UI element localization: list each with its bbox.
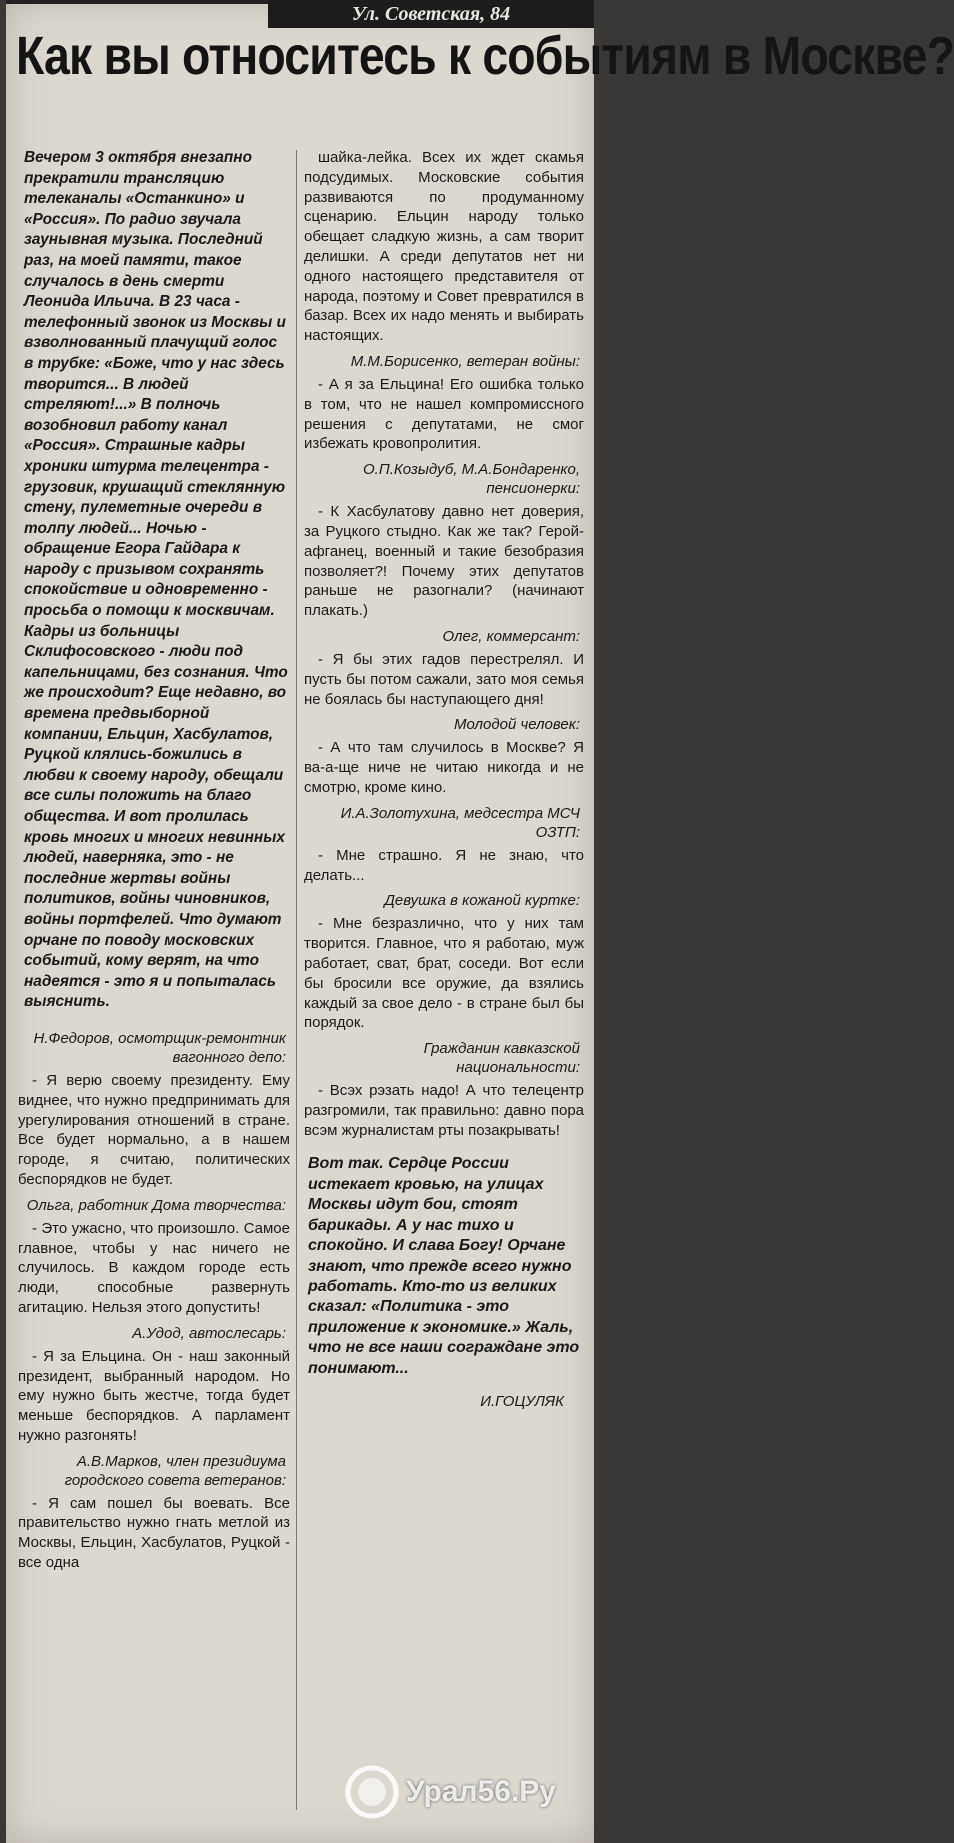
respondent-signature: Олег, коммерсант:	[442, 627, 580, 645]
respondent-signature: А.Удод, автослесарь:	[132, 1324, 286, 1342]
respondent-quote: шайка-лейка. Всех их ждет скамья подсудимых. Московские события развиваются по продуманному сценарию. Ельцин народу только обещает сладкую жизнь, а сам творит делишки. А среди депутатов нет ни одного настоящего представителя от народа, поэтому и Совет превратился в базар. Всех их надо менять и выбирать настоящих.	[304, 149, 584, 345]
right-items	[304, 148, 584, 1140]
respondent-quote: - А я за Ельцина! Его ошибка только в том, что не нашел компромиссного решения с депутатами, не смог избежать кровопролития.	[304, 375, 584, 453]
respondent-quote: - Я сам пошел бы воевать. Все правительство нужно гнать метлой из Москвы, Ельцин, Хасбулатов, Руцкой - все одна	[18, 1494, 290, 1572]
respondent-signature: Ольга, работник Дома творчества:	[26, 1196, 286, 1214]
watermark-logo-icon	[346, 1766, 398, 1818]
respondent-quote: - Я верю своему президенту. Ему виднее, что нужно предпринимать для урегулирования отношений в стране. Все будет нормально, а в нашем городе, я считаю, политических беспорядков не будет.	[18, 1071, 290, 1188]
respondent-quote: - Это ужасно, что произошло. Самое главное, чтобы у нас ничего не случилось. В каждом городе есть люди, способные развернуть агитацию. Нельзя этого допустить!	[18, 1219, 290, 1316]
respondent-quote: - Мне безразлично, что у них там творится. Главное, что я работаю, муж работает, сват, брат, соседи. Вот если бы бросили все оружие, да взялись каждый за свое дело - в стране был бы порядок.	[304, 915, 584, 1032]
column-divider	[296, 150, 297, 1810]
respondent-signature: О.П.Козыдуб, М.А.Бондаренко, пенсионерки:	[363, 461, 580, 498]
newspaper-clipping	[6, 0, 954, 1843]
respondent-signature: Молодой человек:	[454, 716, 580, 734]
right-column	[304, 148, 584, 1410]
respondent-quote: - Мне страшно. Я не знаю, что делать...	[304, 846, 584, 884]
left-items	[18, 1029, 290, 1573]
closing-paragraph: Вот так. Сердце России истекает кровью, на улицах Москвы идут бои, стоят барикады. А у нас тихо и спокойно. И слава Богу! Орчане знают, что прежде всего нужно работать. Кто-то из великих сказал: «Политика - это приложение к экономике.» Жаль, что не все наши сограждане это понимают...	[308, 1155, 580, 1377]
respondent-quote: - А что там случилось в Москве? Я ва-а-ще ниче не читаю никогда и не смотрю, кроме кино.	[304, 739, 584, 796]
respondent-signature: И.А.Золотухина, медсестра МСЧ ОЗТП:	[340, 804, 580, 841]
respondent-signature: Гражданин кавказской национальности:	[423, 1040, 580, 1077]
respondent-signature: М.М.Борисенко, ветеран войны:	[350, 352, 580, 370]
respondent-quote: - Всэх рэзать надо! А что телецентр разгромили, так правильно: давно пора всэм журналистам рты позакрывать!	[304, 1082, 584, 1139]
headline: Как вы относитесь к событиям в Москве?	[16, 26, 954, 86]
watermark	[346, 1762, 596, 1822]
respondent-quote: - К Хасбулатову давно нет доверия, за Руцкого стыдно. Как же так? Герой-афганец, военный и такие безобразия позволяет?! Почему этих депутатов раньше не разогнали? (начинают плакать.)	[304, 503, 584, 620]
watermark-text: Урал56.Ру	[406, 1775, 556, 1808]
lead-paragraph: Вечером 3 октября внезапно прекратили трансляцию телеканалы «Останкино» и «Россия». По радио звучала заунывная музыка. Последний раз, на моей памяти, такое случалось в день смерти Леонида Ильича. В 23 часа - телефонный звонок из Москвы и взволнованный плачущий голос в трубке: «Боже, что у нас здесь творится... В людей стреляют!...» В полночь возобновил работу канал «Россия». Страшные кадры хроники штурма телецентра - грузовик, крушащий стеклянную стену, пулеметные очереди в толпу людей... Ночью - обращение Егора Гайдара к народу с призывом сохранять спокойствие и одновременно - просьба о помощи к москвичам. Кадры из больницы Склифосовского - люди под капельницами, без сознания. Что же происходит? Еще недавно, во времена предвыборной компании, Ельцин, Хасбулатов, Руцкой клялись-божились в любви к своему народу, обещали все силы положить на благо общества. И вот пролилась кровь многих и многих невинных людей, наверняка, это - не последние жертвы войны политиков, войны чиновников, войны портфелей. Что думают орчане по поводу московских событий, кому верят, на что надеятся - это я и попыталась выяснить.	[24, 149, 288, 1011]
respondent-quote: - Я бы этих гадов перестрелял. И пусть бы потом сажали, зато моя семья не боялась бы наступающего дня!	[304, 650, 584, 708]
address-banner: Ул. Советская, 84	[268, 0, 594, 28]
respondent-signature: Н.Федоров, осмотрщик-ремонтник вагонного депо:	[33, 1029, 286, 1066]
author-signature: И.ГОЦУЛЯК	[480, 1392, 564, 1410]
respondent-signature: А.В.Марков, член президиума городского совета ветеранов:	[64, 1452, 286, 1489]
left-column	[18, 148, 290, 1573]
respondent-signature: Девушка в кожаной куртке:	[384, 892, 580, 910]
respondent-quote: - Я за Ельцина. Он - наш законный президент, выбранный народом. Но ему нужно быть жестче, тогда будет меньше беспорядков. А парламент нужно разгонять!	[18, 1347, 290, 1444]
